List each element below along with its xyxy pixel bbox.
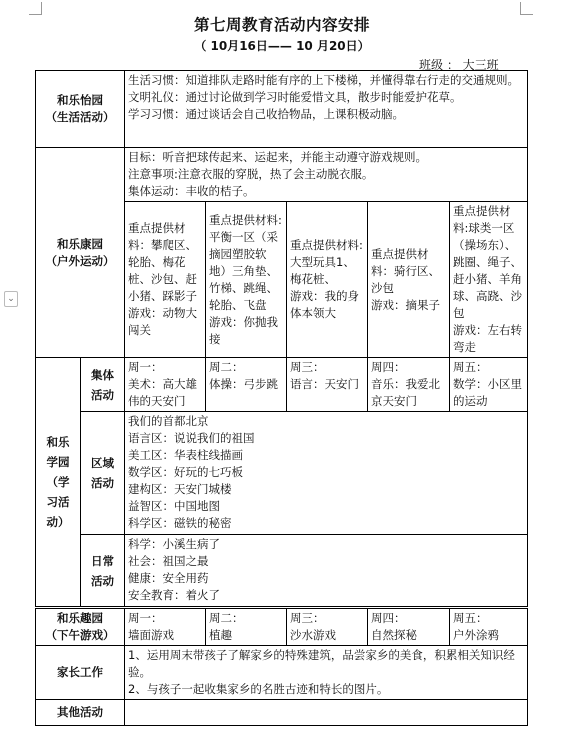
area-item: 建构区：天安门城楼 [128,482,232,496]
area-activity-content [125,412,528,535]
life-row [36,71,528,148]
daily-item: 安全教育：着火了 [128,588,220,602]
outdoor-notice: 注意事项:注意衣服的穿脱，热了会主动脱衣服。 [128,167,374,181]
life-habit: 生活习惯：知道排队走路时能有序的上下楼梯，并懂得靠右行走的交通规则。 [128,73,519,87]
fun-label: 和乐趣园 （下午游戏） [36,608,125,646]
daily-item: 科学：小溪生病了 [128,537,220,551]
group-activity-label: 集体 活动 [81,358,125,412]
schedule-table [35,70,528,726]
fun-day-2: 周二： 植趣 [206,608,287,646]
outdoor-day-3: 重点提供材料:大型玩具1、梅花桩、 游戏：我的身体本领大 [287,202,368,358]
outdoor-goals [125,148,528,202]
group-day-2: 周二： 体操：弓步跳 [206,358,287,412]
fun-day-3: 周三： 沙水游戏 [287,608,368,646]
group-day-5: 周五： 数学：小区里的运动 [450,358,528,412]
parents-item-1: 1、运用周末带孩子了解家乡的特殊建筑，品尝家乡的美食，积累相关知识经验。 [128,648,515,679]
parents-item-2: 2、与孩子一起收集家乡的名胜古迹和特长的图片。 [128,682,389,696]
area-item: 科学区：磁铁的秘密 [128,516,232,530]
other-row [36,700,528,726]
area-item: 美工区：华表柱线描画 [128,448,243,462]
expand-chevron-icon[interactable]: ⌄ [4,291,18,307]
outdoor-day-5: 重点提供材料:球类一区（操场东）、跳圈、绳子、赶小猪、羊角球、高跷、沙包 游戏：左右转弯走 [450,202,528,358]
life-study: 学习习惯：通过谈话会自己收拾物品，上课积极动脑。 [128,107,404,121]
parents-content [125,646,528,700]
outdoor-goal-row [36,148,528,202]
outdoor-group: 集体运动：丰收的桔子。 [128,184,255,198]
daily-item: 健康：安全用药 [128,571,209,585]
fun-day-1: 周一： 墙面游戏 [125,608,206,646]
parents-label: 家长工作 [36,646,125,700]
outdoor-day-1: 重点提供材料：攀爬区、轮胎、梅花桩、沙包、赶小猪、踩影子 游戏：动物大闯关 [125,202,206,358]
area-activity-label: 区域 活动 [81,412,125,535]
other-content [125,700,528,726]
outdoor-day-4: 重点提供材料：骑行区、沙包 游戏：摘果子 [368,202,450,358]
outdoor-label: 和乐康园 （户外运动） [36,148,125,358]
daily-activity-content [125,535,528,608]
class-label: 班级 ： 大三班 [419,58,499,72]
group-day-4: 周四： 音乐：我爱北京天安门 [368,358,450,412]
learning-daily-row [36,535,528,608]
area-item: 益智区：中国地图 [128,499,220,513]
outdoor-day-2: 重点提供材料:平衡一区（采摘园塑胶软地）三角垫、竹梯、跳绳、轮胎、飞盘 游戏：你抛我接 [206,202,287,358]
parents-row [36,646,528,700]
life-label: 和乐怡园 （生活活动） [36,71,125,148]
learning-group-row [36,358,528,412]
other-label: 其他活动 [36,700,125,726]
life-content [125,71,528,148]
daily-item: 社会：祖国之最 [128,554,209,568]
page-title: 第七周教育活动内容安排 [193,16,370,34]
fun-day-5: 周五： 户外涂鸦 [450,608,528,646]
area-item: 数学区：好玩的七巧板 [128,465,243,479]
learning-label: 和乐 学园 （学 习活 动） [36,358,81,608]
outdoor-goal: 目标：听音把球传起来、运起来，并能主动遵守游戏规则。 [128,150,427,164]
group-day-3: 周三： 语言：天安门 [287,358,368,412]
area-item: 我们的首都北京 [128,414,209,428]
learning-area-row [36,412,528,535]
fun-day-4: 周四： 自然探秘 [368,608,450,646]
fun-row [36,608,528,646]
life-etiquette: 文明礼仪：通过讨论做到学习时能爱惜文具，散步时能爱护花草。 [128,90,462,104]
date-range: （ 10月16日—— 10 月20日） [194,39,370,53]
group-day-1: 周一： 美术：高大雄伟的天安门 [125,358,206,412]
area-item: 语言区：说说我们的祖国 [128,431,255,445]
daily-activity-label: 日常 活动 [81,535,125,608]
